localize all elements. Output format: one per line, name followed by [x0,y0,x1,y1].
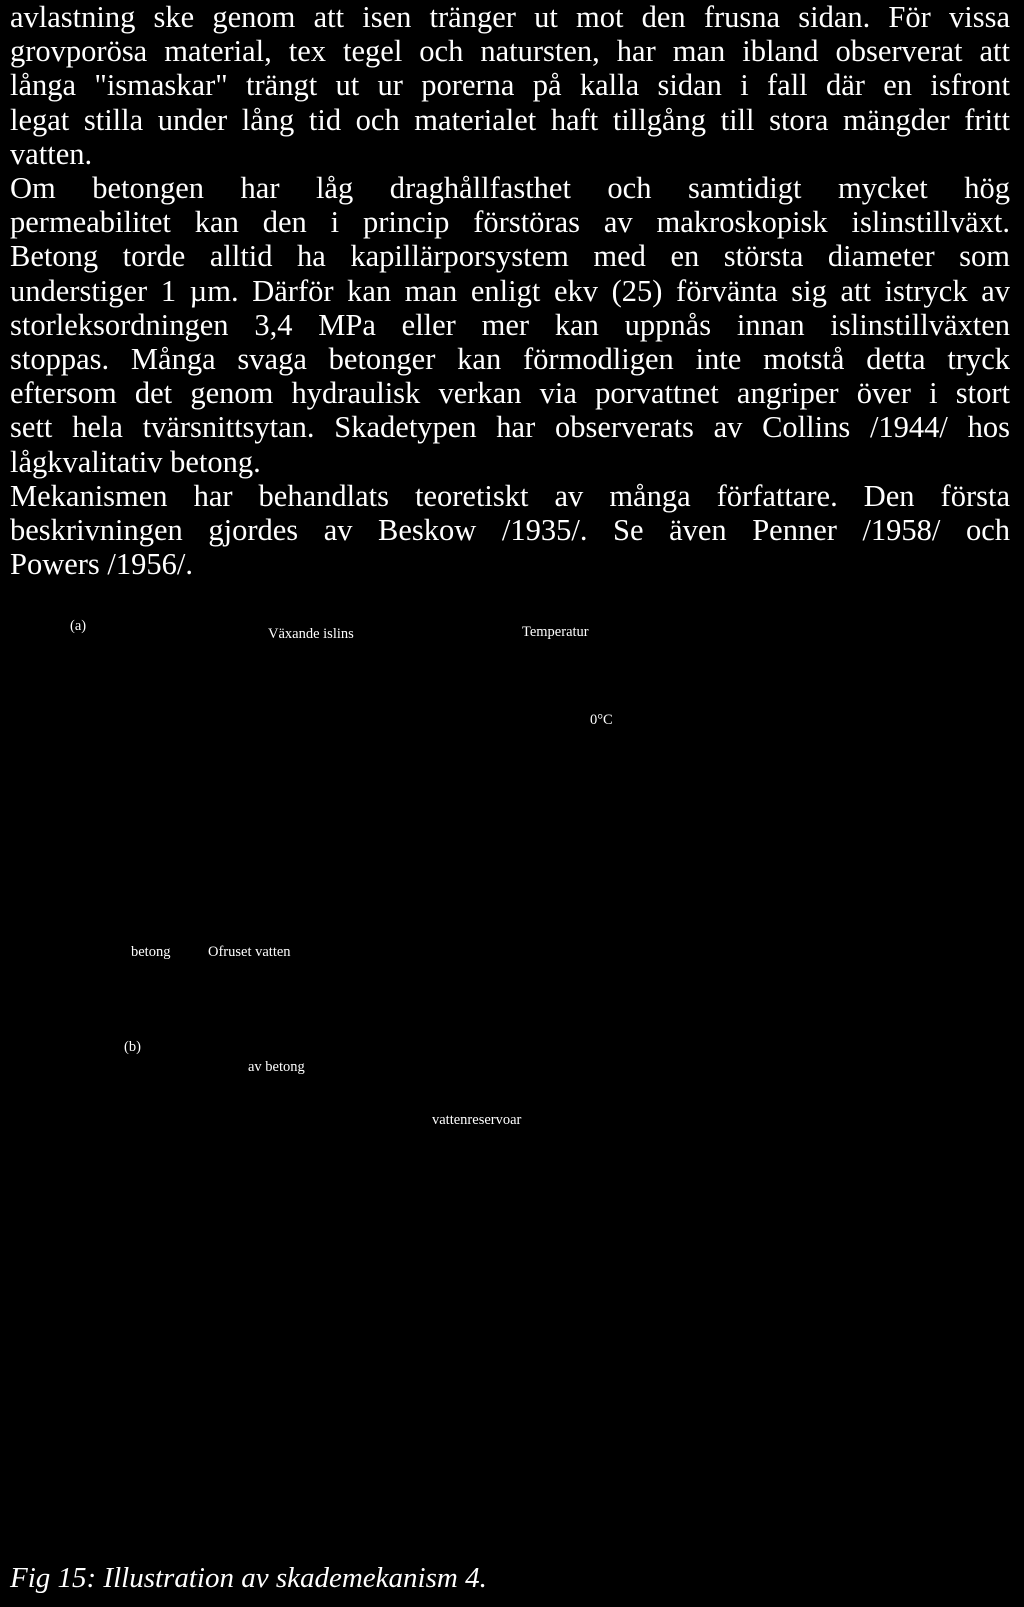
text-line: sett hela tvärsnittsytan. Skadetypen har observerats av Collins /1944/ hos [10,410,1010,445]
label-zero-celsius: 0°C [590,712,613,728]
text-line: Mekanismen har behandlats teoretiskt av många författare. Den första [10,478,1010,513]
paragraph-2 [10,171,1010,479]
figure-caption: Fig 15: Illustration av skademekanism 4. [10,1562,487,1594]
paragraph-3 [10,479,1010,582]
label-unfrozen-water: Ofruset vatten [208,944,291,960]
text-line: stoppas. Många svaga betonger kan förmodligen inte motstå detta tryck [10,342,1010,377]
text-line: långa "ismaskar" trängt ut ur porerna på kalla sidan i fall där en isfront [10,68,1010,103]
figure-label-b: (b) [124,1039,141,1055]
label-water-reservoir: vattenreservoar [432,1112,522,1128]
text-line: Om betongen har låg draghållfasthet och samtidigt mycket hög [10,171,1010,206]
label-concrete: betong [131,944,171,960]
text-line: understiger 1 µm. Därför kan man enligt ekv (25) förvänta sig att istryck av [10,273,1010,308]
body-text [10,0,1010,581]
text-line: Betong torde alltid ha kapillärporsystem med en största diameter som [10,239,1010,274]
text-line: beskrivningen gjordes av Beskow /1935/. Se även Penner /1958/ och [10,513,1010,548]
text-line: avlastning ske genom att isen tränger ut mot den frusna sidan. För vissa [10,0,1010,34]
figure-label-a: (a) [70,618,87,634]
text-line: permeabilitet kan den i princip förstöras av makroskopisk islinstillväxt. [10,205,1010,240]
label-of-concrete: av betong [248,1059,305,1075]
label-growing-ice-lens: Växande islins [268,626,354,642]
label-temperature: Temperatur [522,624,589,640]
text-line: grovporösa material, tex tegel och natursten, har man ibland observerat att [10,34,1010,69]
text-line: eftersom det genom hydraulisk verkan via porvattnet angriper över i stort [10,376,1010,411]
text-line: vatten. [10,136,93,171]
text-line: Powers /1956/. [10,547,193,582]
paragraph-1 [10,0,1010,171]
text-line: storleksordningen 3,4 MPa eller mer kan uppnås innan islinstillväxten [10,307,1010,342]
text-line: lågkvalitativ betong. [10,444,261,479]
text-line: legat stilla under lång tid och materialet haft tillgång till stora mängder fritt [10,102,1010,137]
